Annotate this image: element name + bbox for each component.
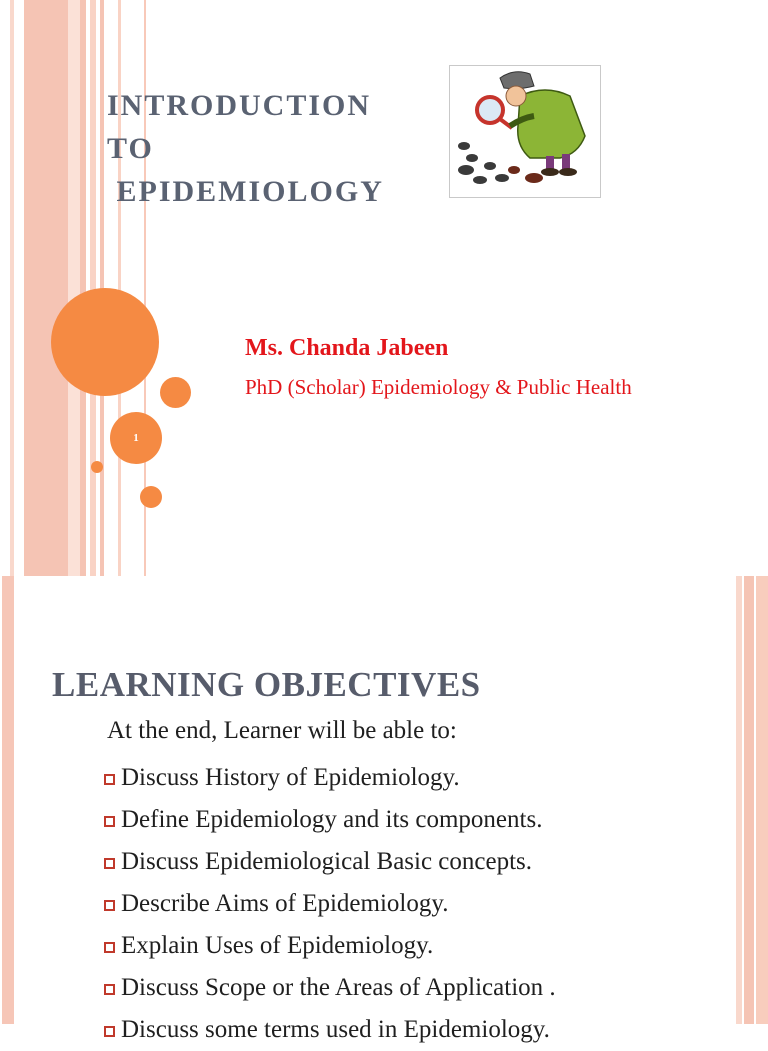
list-item (104, 799, 556, 841)
objectives-slide (0, 576, 768, 1043)
decorative-circle (51, 288, 159, 396)
slide-title (107, 84, 437, 213)
title-line: TO (107, 132, 154, 165)
objectives-intro: At the end, Learner will be able to: (107, 717, 457, 744)
objective-text: Explain Uses of Epidemiology. (121, 932, 434, 959)
objective-text: Describe Aims of Epidemiology. (121, 890, 449, 917)
list-item (104, 967, 556, 1009)
author-affiliation: PhD (Scholar) Epidemiology & Public Health (245, 375, 632, 399)
decorative-band (2, 576, 14, 1024)
list-item (104, 841, 556, 883)
square-bullet-icon (104, 858, 115, 869)
decorative-circle (91, 461, 103, 473)
objective-text: Discuss some terms used in Epidemiology. (121, 1016, 550, 1043)
square-bullet-icon (104, 900, 115, 911)
detective-clipart-image (449, 65, 601, 198)
objectives-list (104, 757, 556, 1051)
decorative-band (744, 576, 754, 1024)
objective-text: Discuss Epidemiological Basic concepts. (121, 848, 533, 875)
square-bullet-icon (104, 816, 115, 827)
objective-text: Discuss Scope or the Areas of Application . (121, 974, 556, 1001)
decorative-band (80, 0, 86, 576)
decorative-band (10, 0, 14, 576)
list-item (104, 925, 556, 967)
title-line: INTRODUCTION (107, 89, 372, 122)
list-item (104, 1009, 556, 1051)
detective-icon (450, 66, 600, 197)
square-bullet-icon (104, 984, 115, 995)
objective-text: Define Epidemiology and its components. (121, 806, 543, 833)
square-bullet-icon (104, 1026, 115, 1037)
decorative-circle (140, 486, 162, 508)
square-bullet-icon (104, 774, 115, 785)
slide-number-badge: 1 (110, 412, 162, 464)
list-item (104, 883, 556, 925)
decorative-band (68, 0, 80, 576)
title-line: EPIDEMIOLOGY (107, 175, 384, 208)
decorative-band (756, 576, 768, 1024)
objective-text: Discuss History of Epidemiology. (121, 764, 460, 791)
decorative-band (24, 0, 68, 576)
list-item (104, 757, 556, 799)
decorative-band (736, 576, 742, 1024)
author-name: Ms. Chanda Jabeen (245, 335, 449, 361)
square-bullet-icon (104, 942, 115, 953)
slide-heading: LEARNING OBJECTIVES (52, 665, 481, 704)
decorative-circle (160, 377, 191, 408)
